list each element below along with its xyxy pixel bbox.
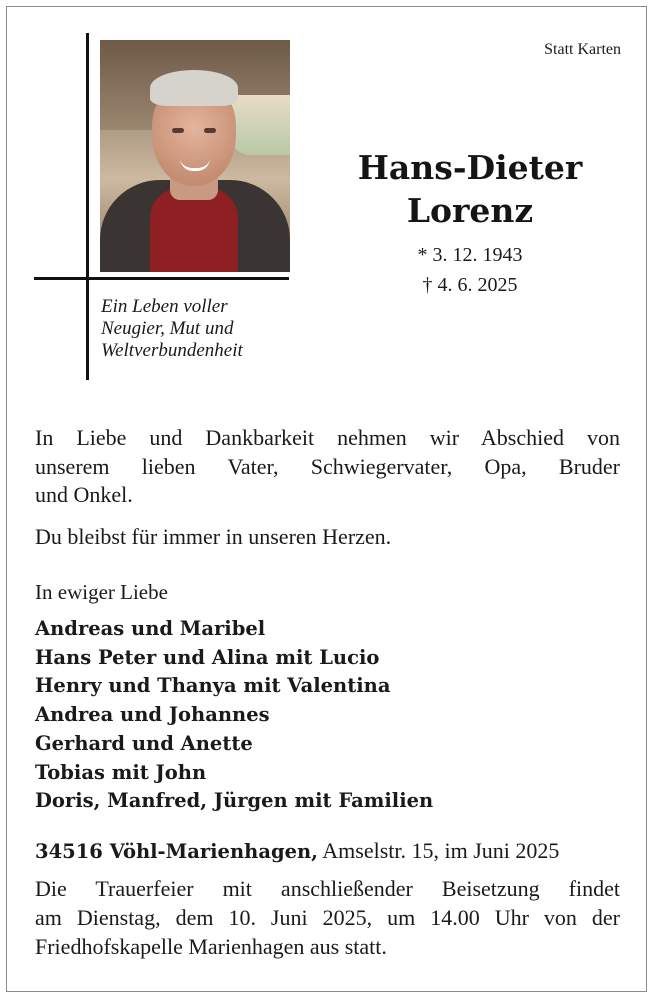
service-line: Friedhofskapelle Marienhagen aus statt. — [35, 934, 387, 959]
cross-vertical-line — [86, 33, 89, 380]
town: 34516 Vöhl-Marienhagen, — [35, 840, 318, 863]
motto-line: Neugier, Mut und — [101, 318, 234, 339]
portrait-photo — [100, 40, 290, 272]
death-date: † 4. 6. 2025 — [422, 274, 518, 296]
family-member: Henry und Thanya mit Valentina — [35, 674, 391, 698]
family-member: Doris, Manfred, Jürgen mit Familien — [35, 789, 434, 813]
family-member: Gerhard und Anette — [35, 731, 253, 755]
deceased-name — [330, 146, 610, 232]
statt-karten-label: Statt Karten — [544, 41, 621, 58]
photo-eye-right — [204, 128, 216, 133]
family-list — [35, 615, 433, 816]
family-member: Andrea und Johannes — [35, 703, 270, 727]
intro-text — [35, 424, 620, 510]
service-text — [35, 874, 620, 961]
address-rest: Amselstr. 15, im Juni 2025 — [317, 838, 560, 863]
photo-hair — [150, 70, 238, 106]
motto — [101, 296, 301, 362]
name-first: Hans-Dieter — [357, 148, 583, 187]
birth-date: * 3. 12. 1943 — [417, 244, 523, 266]
address-line — [35, 838, 620, 864]
family-member: Andreas und Maribel — [35, 617, 266, 640]
service-line: Die Trauerfeier mit anschließender Beisetzung findet — [35, 876, 620, 901]
intro-line: unserem lieben Vater, Schwiegervater, Opa, Bruder — [35, 453, 620, 479]
photo-sky — [230, 95, 290, 155]
heart-line: Du bleibst für immer in unseren Herzen. — [35, 524, 392, 549]
intro-line: und Onkel. — [35, 482, 133, 507]
intro-line: In Liebe und Dankbarkeit nehmen wir Abschied von — [35, 425, 620, 450]
cross-horizontal-line — [34, 277, 289, 280]
life-dates — [330, 240, 610, 300]
ewig-line: In ewiger Liebe — [35, 580, 168, 604]
family-member: Hans Peter und Alina mit Lucio — [35, 645, 380, 669]
family-member: Tobias mit John — [35, 760, 207, 784]
photo-eye-left — [172, 128, 184, 133]
service-line: am Dienstag, dem 10. Juni 2025, um 14.00 Uhr von der — [35, 905, 620, 930]
motto-line: Weltverbundenheit — [101, 340, 243, 361]
name-last: Lorenz — [406, 191, 534, 230]
motto-line: Ein Leben voller — [101, 296, 228, 317]
photo-sweater — [150, 188, 238, 272]
